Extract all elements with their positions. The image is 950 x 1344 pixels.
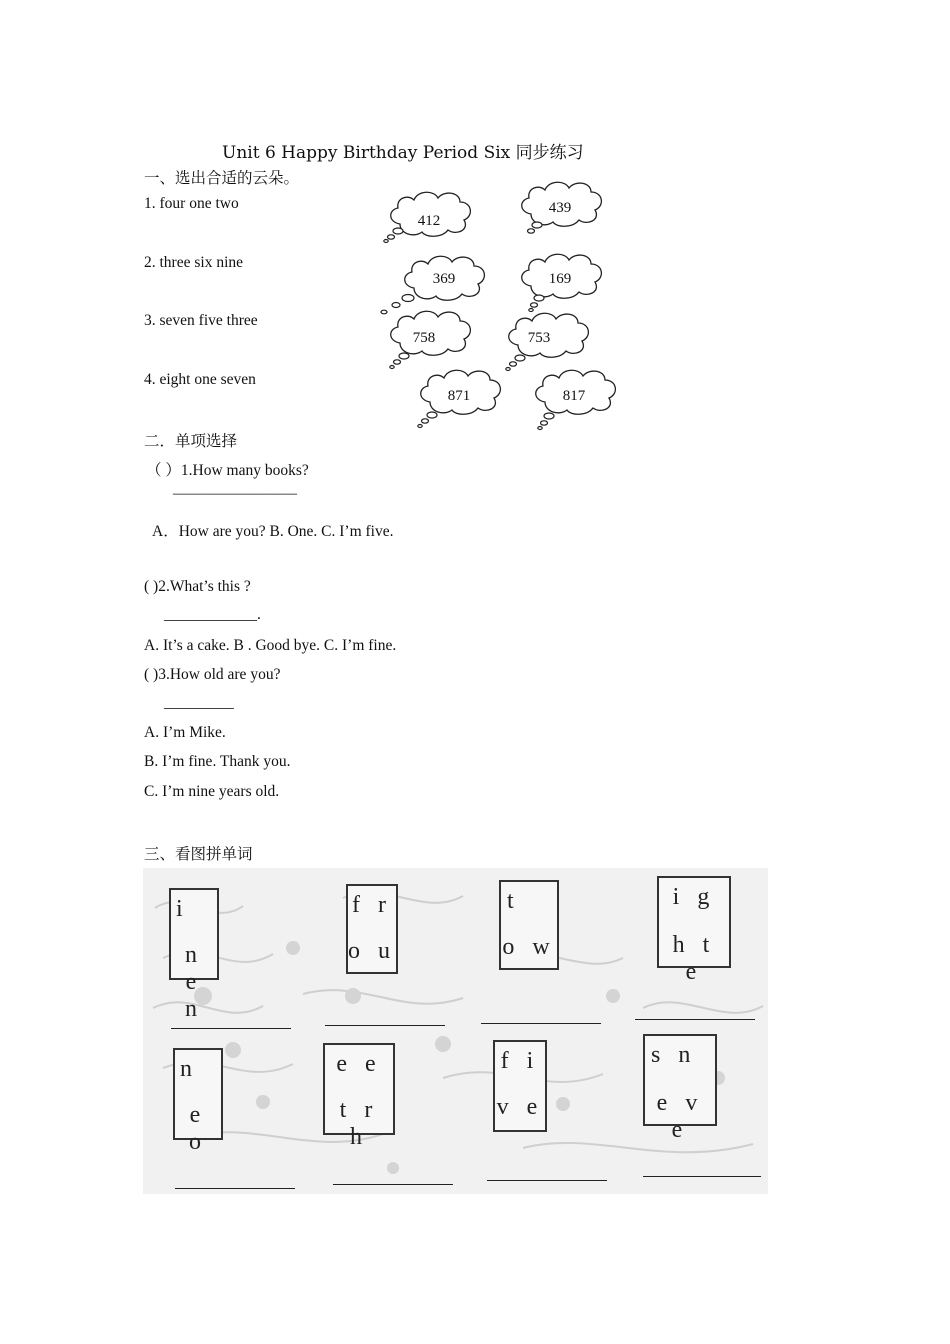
item-2: 2. three six nine bbox=[144, 254, 244, 271]
cloud-label: 758 bbox=[412, 330, 436, 346]
answer-line-6[interactable] bbox=[333, 1184, 453, 1185]
letter-card-1: i n e n bbox=[169, 888, 219, 980]
answer-line-4[interactable] bbox=[635, 1019, 755, 1020]
item-3: 3. seven five three bbox=[144, 312, 258, 329]
answer-line-1[interactable] bbox=[171, 1028, 291, 1029]
cloud-label: 169 bbox=[548, 271, 572, 287]
cloud-758 bbox=[382, 307, 478, 371]
cloud-label: 871 bbox=[447, 388, 471, 404]
cloud-label: 439 bbox=[548, 200, 572, 216]
cloud-label: 412 bbox=[417, 213, 441, 229]
q3-blank: _________ bbox=[164, 694, 234, 711]
section-2-heading: 二．单项选择 bbox=[144, 433, 238, 450]
letter-card-2: f r o u bbox=[346, 884, 398, 974]
q2-blank: ____________. bbox=[164, 606, 261, 623]
cloud-label: 369 bbox=[432, 271, 456, 287]
q1-stem: （ ）1.How many books? bbox=[146, 462, 309, 479]
letter-card-5: n e o bbox=[173, 1048, 223, 1140]
cloud-871 bbox=[412, 366, 506, 430]
cloud-169 bbox=[513, 250, 607, 312]
answer-line-3[interactable] bbox=[481, 1023, 601, 1024]
section-1-heading: 一、选出合适的云朵。 bbox=[144, 170, 300, 187]
q3-stem: ( )3.How old are you? bbox=[144, 666, 281, 683]
q3-option-a: A. I’m Mike. bbox=[144, 724, 226, 741]
q3-option-b: B. I’m fine. Thank you. bbox=[144, 753, 291, 770]
letter-card-7: f i v e bbox=[493, 1040, 547, 1132]
q3-option-c: C. I’m nine years old. bbox=[144, 783, 280, 800]
cloud-439 bbox=[513, 178, 607, 236]
scanned-word-puzzle-image bbox=[143, 868, 768, 1194]
letter-card-8: s n e v e bbox=[643, 1034, 717, 1126]
cloud-412 bbox=[382, 188, 476, 246]
q2-stem: ( )2.What’s this ? bbox=[144, 578, 251, 595]
q1-blank: ———————— bbox=[173, 485, 297, 502]
cloud-817 bbox=[527, 366, 621, 432]
q1-options: A．How are you? B. One. C. I’m five. bbox=[152, 523, 394, 540]
answer-line-2[interactable] bbox=[325, 1025, 445, 1026]
letter-card-4: i g h t e bbox=[657, 876, 731, 968]
cloud-label: 817 bbox=[562, 388, 586, 404]
section-3-heading: 三、看图拼单词 bbox=[144, 846, 253, 863]
item-1: 1. four one two bbox=[144, 195, 239, 212]
item-4: 4. eight one seven bbox=[144, 371, 256, 388]
answer-line-7[interactable] bbox=[487, 1180, 607, 1181]
letter-card-3: t o w bbox=[499, 880, 559, 970]
answer-line-8[interactable] bbox=[643, 1176, 761, 1177]
q2-options: A. It’s a cake. B . Good bye. C. I’m fine. bbox=[144, 637, 397, 654]
page-title: Unit 6 Happy Birthday Period Six 同步练习 bbox=[222, 143, 584, 163]
cloud-label: 753 bbox=[527, 330, 551, 346]
letter-card-6: e e t r h bbox=[323, 1043, 395, 1135]
answer-line-5[interactable] bbox=[175, 1188, 295, 1189]
cloud-753 bbox=[500, 309, 594, 373]
